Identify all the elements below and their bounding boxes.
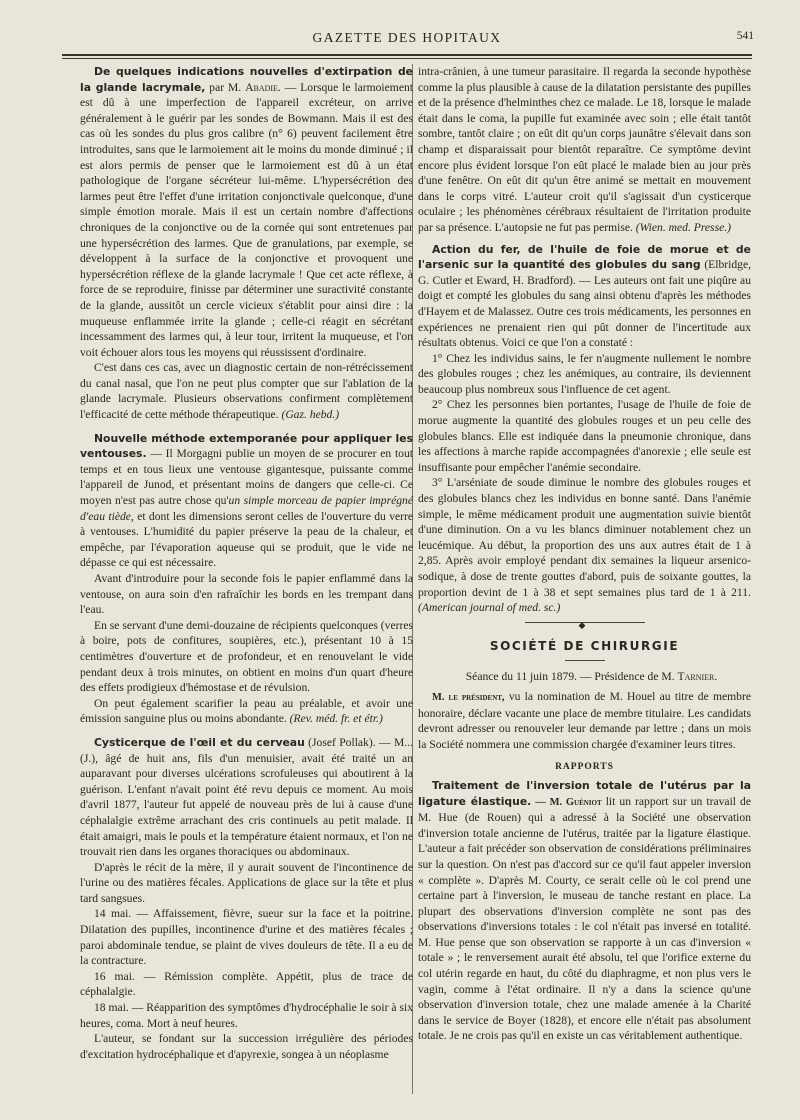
article-title: Nouvelle méthode extemporanée pour appliquer les ventouses.	[80, 431, 413, 461]
society-heading: SOCIÉTÉ DE CHIRURGIE	[489, 638, 680, 653]
section-separator: ◆	[525, 622, 645, 629]
article-continuation: intra-crânien, à une tumeur parasitaire. Il regarda la seconde hypothèse comme la plus plausible à cause de la dilatation persistante des pupilles et de la présence d'helminthes chez ce malade. Le 18, lorsque le malade était dans le coma, la pupille fut examinée avec soin ; elle était tantôt sombre, tantôt claire ; on eût dit qu'un corps jaunâtre s'élevait dans son champ et disparaissait pour bientôt reparaître. Ce symptôme devint encore plus évident lorsque l'on eût placé le malade bien au jour près d'une fenêtre. On eût dit qu'un être animé se mettait en mouvement dans le corps vitré. L'auteur croit qu'il s'agissait d'un cysticerque oculaire ; les phénomènes cérébraux résultaient de l'irritation produite par sa présence. L'autopsie ne fut pas permise. (Wien. med. Presse.)	[418, 65, 751, 234]
article-lacrymale: De quelques indications nouvelles d'extirpation de la glande lacrymale, par M. Abadie. — Lorsque le larmoiement est dû à une imperfection de l'appareil excréteur, on arrive généralement à le guérir par les sondes de Bowmann. Mais il est des cas où les sondes du plus gros calibre (n° 6) peuvent facilement être introduites, sans que le larmoiement ait le moins du monde diminué ; il est alors permis de penser que le larmoiement est dû à un état pathologique de l'organe sécréteur lui-même. L'hypersécrétion des larmes peut être l'effet d'une irritation conjonctivale quelconque, d'une simple émotion morale. Mais il est un certain nombre d'affections chroniques de la conjonctive ou de la cornée qui sont entretenues par une hypersécrétion des larmes. Que de granulations, par exemple, se développent à la surface de la conjonctive et provoquent une hypersécrétion réflexe de la glande lacrymale ! Que cet acte réflexe, à force de se reproduire, finisse par déterminer une suractivité constante de la glande, aussitôt un cercle vicieux s'établit pour ainsi dire : la muqueuse enflammée irrite la glande ; celle-ci réagit en sécrétant incessamment des larmes qui, à leur tour, irritent la muqueuse, et l'on voit échouer alors tous les moyens qui réussissent d'ordinaire.	[80, 65, 413, 359]
president-paragraph: M. le président, vu la nomination de M. Houel au titre de membre honoraire, déclare vacante une place de membre titulaire. Les candidats devront adresser ou renouveler leur demande par lettre ; dans un mois la Société nommera une commission chargée d'examiner leurs titres.	[418, 689, 751, 751]
article-reference: (Gaz. hebd.)	[281, 408, 340, 422]
article-title: De quelques indications nouvelles d'extirpation de la glande lacrymale,	[80, 65, 413, 94]
header-rule	[62, 54, 752, 56]
article-title: Cysticerque de l'œil et du cerveau	[94, 735, 305, 749]
article-cysticerque: Cysticerque de l'œil et du cerveau (Josef Pollak). — M... (J.), âgé de huit ans, fils d'un menuisier, avait été traité un an auparavant pour diverses ulcérations scrofuleuses qui aboutirent à la guérison. L'enfant n'avait point été revu depuis ce moment. Au mois d'avril 1877, l'auteur fut appelé de nouveau près de lui à cause d'une céphalalgie extrême arrachant des cris continuels au petit malade. Il était amaigri, mais le pouls et la température étaient normaux, et l'on ne trouvait rien dans les organes thoraciques ou abdominaux.	[80, 735, 414, 859]
article-title: Action du fer, de l'huile de foie de morue et de l'arsenic sur la quantité des globules du sang	[418, 242, 751, 272]
article-reference: (American journal of med. sc.)	[418, 601, 561, 615]
page-header	[62, 28, 752, 50]
right-column: intra-crânien, à une tumeur parasitaire. Il regarda la seconde hypothèse comme la plus plausible à cause de la dilatation persistante des pupilles et de la présence d'helminthes chez ce malade. Le 18, lorsque le malade était dans le coma, la pupille fut examinée avec soin ; elle était tantôt sombre, tantôt claire ; on eût dit qu'un corps jaunâtre s'élevait dans son champ et disparaissait pour bientôt reparaître. Ce symptôme devint encore plus évident lorsque l'on eût placé le malade bien au jour près d'une fenêtre. On eût dit qu'un être animé se mettait en mouvement dans le corps vitré. L'auteur croit qu'il s'agissait d'un cysticerque oculaire ; les phénomènes cérébraux résultaient de l'irritation produite par sa présence. L'autopsie ne fut pas permise. (Wien. med. Presse.) Action du fer, de l'huile de foie de morue et de l'arsenic sur la quantité des globules du sang (Elbridge, G. Cutler et Eward, H. Bradford). — Les auteurs ont fait une piqûre au doigt et compté les globules du sang ainsi obtenu d'après les méthodes d'Hayem et de Malassez. Outre ces trois médicaments, les personnes en expériences ne prenaient rien qui pût donner de l'incertitude aux résultats obtenus. Voici ce que l'on a constaté : 1° Chez les individus sains, le fer n'augmente nullement le nombre des globules rouges ; chez les anémiques, au contraire, ils deviennent beaucoup plus nombreux sous l'influence de cet agent. 2° Chez les personnes bien portantes, l'usage de l'huile de foie de morue augmente la quantité des globules rouges et un peu celle des globules blancs. Elle est indiquée dans la pneumonie chronique, dans les affections à marche rapide accompagnées d'anorexie ; elle seule est insuffisante pour empêcher l'anémie secondaire. 3° L'arséniate de soude diminue le nombre des globules rouges et des globules blancs chez les individus en bonne santé. Dans l'anémie simple, le même médicament produit une augmentation suivie bientôt d'une diminution. On a vu les blancs diminuer notablement chez un leucémique. Au début, la proportion des uns aux autres était de 1 à 2,85. Après avoir employé pendant dix semaines la liqueur arsenico-sodique, à dose de trente gouttes d'abord, puis de soixante gouttes, la proportion devint de 1 à 38 et sept semaines plus tard de 1 à 211. (American journal of med. sc.) ◆ SOCIÉTÉ DE CHIRURGIE Séance du 11 juin 1879. — Présidence de M. Tarnier. M. le président, vu la nomination de M. Houel au titre de membre honoraire, déclare vacante une place de membre titulaire. Les candidats devront adresser ou renouveler leur demande par lettre ; dans un mois la Société nommera une commission chargée d'examiner leurs titres. RAPPORTS Traitement de l'inversion totale de l'utérus par la ligature élastique. — M. Guéniot lit un rapport sur un travail de M. Hue (de Rouen) qui a adressé à la Société une observation d'inversion totale ancienne de l'utérus, traitée par la ligature élastique. L'auteur a fait précéder son observation de considérations préliminaires sur la question. On n'est pas d'accord sur ce qu'il faut appeler inversion « complète ». D'après M. Courty, ce serait celle où le col prend une certaine part à l'inversion, le museau de tanche restant en place. La plupart des observations d'inversion complète ne sont pas des observations d'inversions totales : le col n'était pas inversé en totalité. M. Hue pense que son observation se rapporte à un cas d'inversion « totale » ; le renversement aurait été absolu, tel que l'orifice externe du col utérin regarde en haut, du côté du diaphragme, et non plus vers le vagin, comme à l'état ordinaire. Il n'y a dans la science qu'une observation d'inversion totale, chez une malade amenée à la Charité dans le service de Boyer (1828), et encore elle n'était pas absolument totale. Je ne crois pas qu'il en existe un cas véritablement authentique.	[418, 65, 751, 1043]
article-reference: (Rev. méd. fr. et étr.)	[289, 712, 383, 726]
rapports-heading: RAPPORTS	[555, 762, 614, 773]
report-title: Traitement de l'inversion totale de l'utérus par la ligature élastique.	[418, 778, 751, 808]
article-reference: (Wien. med. Presse.)	[635, 220, 731, 234]
article-author: Abadie.	[245, 80, 281, 94]
article-globules: Action du fer, de l'huile de foie de morue et de l'arsenic sur la quantité des globules du sang (Elbridge, G. Cutler et Eward, H. Bradford). — Les auteurs ont fait une piqûre au doigt et compté les globules du sang ainsi obtenu d'après les méthodes d'Hayem et de Malassez. Outre ces trois médicaments, les personnes en expériences ne prenaient rien qui pût donner de l'incertitude aux résultats obtenus. Voici ce que l'on a constaté :	[418, 242, 751, 350]
journal-title: GAZETTE DES HOPITAUX	[312, 30, 502, 45]
report-paragraph: Traitement de l'inversion totale de l'utérus par la ligature élastique. — M. Guéniot lit un rapport sur un travail de M. Hue (de Rouen) qui a adressé à la Société une observation d'inversion totale ancienne de l'utérus, traitée par la ligature élastique. L'auteur a fait précéder son observation de considérations préliminaires sur la question. On n'est pas d'accord sur ce qu'il faut appeler inversion « complète ». D'après M. Courty, ce serait celle où le col prend une certaine part à l'inversion, le museau de tanche restant en place. La plupart des observations d'inversion complète ne sont pas des observations d'inversions totales : le col n'était pas inversé en totalité. M. Hue pense que son observation se rapporte à un cas d'inversion « totale » ; le renversement aurait été absolu, tel que l'orifice externe du col utérin regarde en haut, du côté du diaphragme, et non plus vers le vagin, comme à l'état ordinaire. Il n'y a dans la science qu'une observation d'inversion totale, chez une malade amenée à la Charité dans le service de Boyer (1828), et encore elle n'était pas absolument totale. Je ne crois pas qu'il en existe un cas véritablement authentique.	[418, 778, 751, 1043]
header-rule-thin	[62, 58, 752, 59]
page-number: 541	[736, 30, 754, 42]
left-column: De quelques indications nouvelles d'extirpation de la glande lacrymale, par M. Abadie. — Lorsque le larmoiement est dû à une imperfection de l'appareil excréteur, on arrive généralement à le guérir par les sondes de Bowmann. Mais il est des cas où les sondes du plus gros calibre (n° 6) peuvent facilement être introduites, sans que le larmoiement ait le moins du monde diminué ; il est alors permis de penser que le larmoiement est dû à un état pathologique de l'organe sécréteur lui-même. L'hypersécrétion des larmes peut être l'effet d'une irritation conjonctivale quelconque, d'une simple émotion morale. Mais il est un certain nombre d'affections chroniques de la conjonctive ou de la cornée qui sont entretenues par une hypersécrétion des larmes. Que de granulations, par exemple, se développent à la surface de la conjonctive et provoquent une hypersécrétion réflexe de la glande lacrymale ! Que cet acte réflexe, à force de se reproduire, finisse par déterminer une suractivité constante de la glande, aussitôt un cercle vicieux s'établit pour ainsi dire : la muqueuse enflammée irrite la glande ; celle-ci réagit en sécrétant incessamment des larmes qui, à leur tour, irritent la muqueuse, et l'on voit échouer alors tous les moyens qui réussissent d'ordinaire. C'est dans ces cas, avec un diagnostic certain de non-rétrécissement du canal nasal, que l'on ne peut plus compter que sur l'ablation de la glande lacrymale. Plusieurs observations confirment complètement l'efficacité de cette méthode thérapeutique. (Gaz. hebd.) Nouvelle méthode extemporanée pour appliquer les ventouses. — Il Morgagni publie un moyen de se procurer en tout temps et en tous lieux une ventouse gigantesque, puissante comme l'appareil de Junod, et présentant moins de dangers que celle-ci. Ce moyen n'est pas autre chose qu'un simple morceau de papier imprégné d'eau tiède, et dont les dimensions seront celles de l'ouverture du verre à ventouses. L'humidité du papier préserve la peau de la chaleur, et empêche, par l'évaporation aqueuse qui se produit, que le vide ne dépasse ce qui est nécessaire. Avant d'introduire pour la seconde fois le papier enflammé dans la ventouse, on aura soin d'en rafraîchir les bords en les trempant dans l'eau. En se servant d'une demi-douzaine de récipients quelconques (verres à boire, pots de confitures, soupières, etc.), présentant 10 à 15 centimètres d'ouverture et de profondeur, et en renouvelant le vide pendant deux à trois minutes, on obtient en moins d'un quart d'heure des effets prodigieux d'hémostase et de révulsion. On peut également scarifier la peau au préalable, et avoir une émission sanguine plus ou moins abondante. (Rev. méd. fr. et étr.) Cysticerque de l'œil et du cerveau (Josef Pollak). — M... (J.), âgé de huit ans, fils d'un menuisier, avait été traité un an auparavant pour diverses ulcérations scrofuleuses qui aboutirent à la guérison. L'enfant n'avait point été revu depuis ce moment. Au mois d'avril 1877, l'auteur fut appelé de nouveau près de lui à cause d'une céphalalgie extrême arrachant des cris continuels au petit malade. Il était amaigri, mais le pouls et la température étaient normaux, et l'on ne trouvait rien dans les organes thoraciques ou abdominaux. D'après le récit de la mère, il y aurait souvent de l'incontinence de l'urine ou des matières fécales. Applications de glace sur la tête et plus tard sangsues. 14 mai. — Affaissement, fièvre, sueur sur la face et la poitrine. Dilatation des pupilles, incontinence d'urine et des matières fécales ; paroi abdominale tendue, se plaint de vives douleurs de tête. Il a eu de la contracture. 16 mai. — Rémission complète. Appétit, plus de trace de céphalalgie. 18 mai. — Réapparition des symptômes d'hydrocéphalie le soir à six heures, coma. Mort à neuf heures. L'auteur, se fondant sur la succession irrégulière des périodes d'excitation hydrocéphalique et d'apyrexie, songea à un néoplasme	[80, 65, 414, 1061]
short-rule	[565, 660, 605, 661]
article-ventouses: Nouvelle méthode extemporanée pour appliquer les ventouses. — Il Morgagni publie un moyen de se procurer en tout temps et en tous lieux une ventouse gigantesque, puissante comme l'appareil de Junod, et présentant moins de dangers que celle-ci. Ce moyen n'est pas autre chose qu'un simple morceau de papier imprégné d'eau tiède, et dont les dimensions seront celles de l'ouverture du verre à ventouses. L'humidité du papier préserve la peau de la chaleur, et empêche, par l'évaporation aqueuse qui se produit, que le vide ne dépasse ce qui est nécessaire.	[80, 431, 414, 570]
seance-line: Séance du 11 juin 1879. — Présidence de M. Tarnier.	[465, 670, 718, 684]
